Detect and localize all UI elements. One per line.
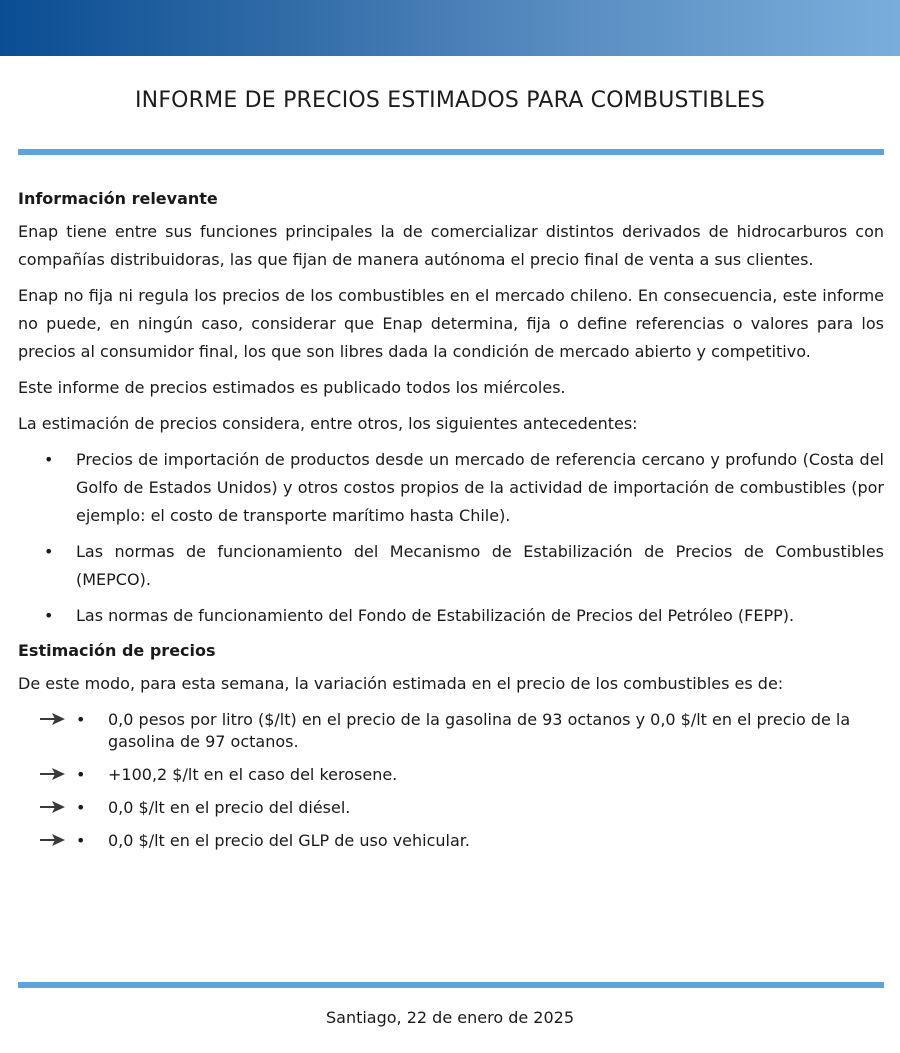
- list-item: [18, 446, 884, 530]
- list-item-text: Precios de importación de productos desde un mercado de referencia cercano y profundo (Costa del Golfo de Estados Unidos) y otros costos propios de la actividad de importación de combustibles (por ejemplo: el costo de transporte marítimo hasta Chile).: [76, 450, 884, 525]
- paragraph: De este modo, para esta semana, la variación estimada en el precio de los combustibles es de:: [18, 674, 784, 693]
- list-item: [18, 761, 884, 786]
- bullet-icon: •: [76, 831, 86, 850]
- top-divider: [18, 149, 884, 155]
- list-item-text: 0,0 $/lt en el precio del GLP de uso vehicular.: [108, 831, 470, 850]
- antecedents-list: [18, 446, 884, 630]
- document-body: [18, 186, 884, 860]
- arrow-right-icon: [40, 833, 66, 847]
- section-heading-price-estimate: Estimación de precios: [18, 641, 216, 660]
- footer-date: Santiago, 22 de enero de 2025: [325, 1008, 574, 1027]
- bullet-icon: •: [44, 542, 54, 561]
- list-item: [18, 706, 884, 753]
- header-band: [0, 0, 900, 56]
- bullet-icon: •: [44, 450, 54, 469]
- bottom-divider: [18, 982, 884, 988]
- price-variation-list: [18, 706, 884, 852]
- page-title: INFORME DE PRECIOS ESTIMADOS PARA COMBUSTIBLES: [134, 88, 766, 113]
- list-item: [18, 538, 884, 594]
- arrow-right-icon: [40, 712, 66, 726]
- list-item-text: Las normas de funcionamiento del Mecanismo de Estabilización de Precios de Combustibles (MEPCO).: [76, 542, 884, 589]
- list-item-text: 0,0 pesos por litro ($/lt) en el precio de la gasolina de 93 octanos y 0,0 $/lt en el precio de la gasolina de 97 octanos.: [108, 710, 851, 751]
- arrow-right-icon: [40, 767, 66, 781]
- list-item: [18, 827, 884, 852]
- paragraph: Enap tiene entre sus funciones principales la de comercializar distintos derivados de hidrocarburos con compañías distribuidoras, las que fijan de manera autónoma el precio final de venta a sus clientes.: [18, 222, 884, 269]
- paragraph: La estimación de precios considera, entre otros, los siguientes antecedentes:: [18, 414, 638, 433]
- list-item: [18, 602, 884, 630]
- paragraph: Enap no fija ni regula los precios de los combustibles en el mercado chileno. En consecuencia, este informe no puede, en ningún caso, considerar que Enap determina, fija o define referencias o valores para los precios al consumidor final, los que son libres dada la condición de mercado abierto y competitivo.: [18, 286, 884, 361]
- bullet-icon: •: [76, 765, 86, 784]
- list-item: [18, 794, 884, 819]
- bullet-icon: •: [76, 798, 86, 817]
- list-item-text: 0,0 $/lt en el precio del diésel.: [108, 798, 351, 817]
- bullet-icon: •: [44, 606, 54, 625]
- bullet-icon: •: [76, 710, 86, 729]
- list-item-text: Las normas de funcionamiento del Fondo de Estabilización de Precios del Petróleo (FEPP).: [76, 606, 795, 625]
- arrow-right-icon: [40, 800, 66, 814]
- paragraph: Este informe de precios estimados es publicado todos los miércoles.: [18, 378, 566, 397]
- section-heading-relevant-info: Información relevante: [18, 189, 218, 208]
- list-item-text: +100,2 $/lt en el caso del kerosene.: [108, 765, 398, 784]
